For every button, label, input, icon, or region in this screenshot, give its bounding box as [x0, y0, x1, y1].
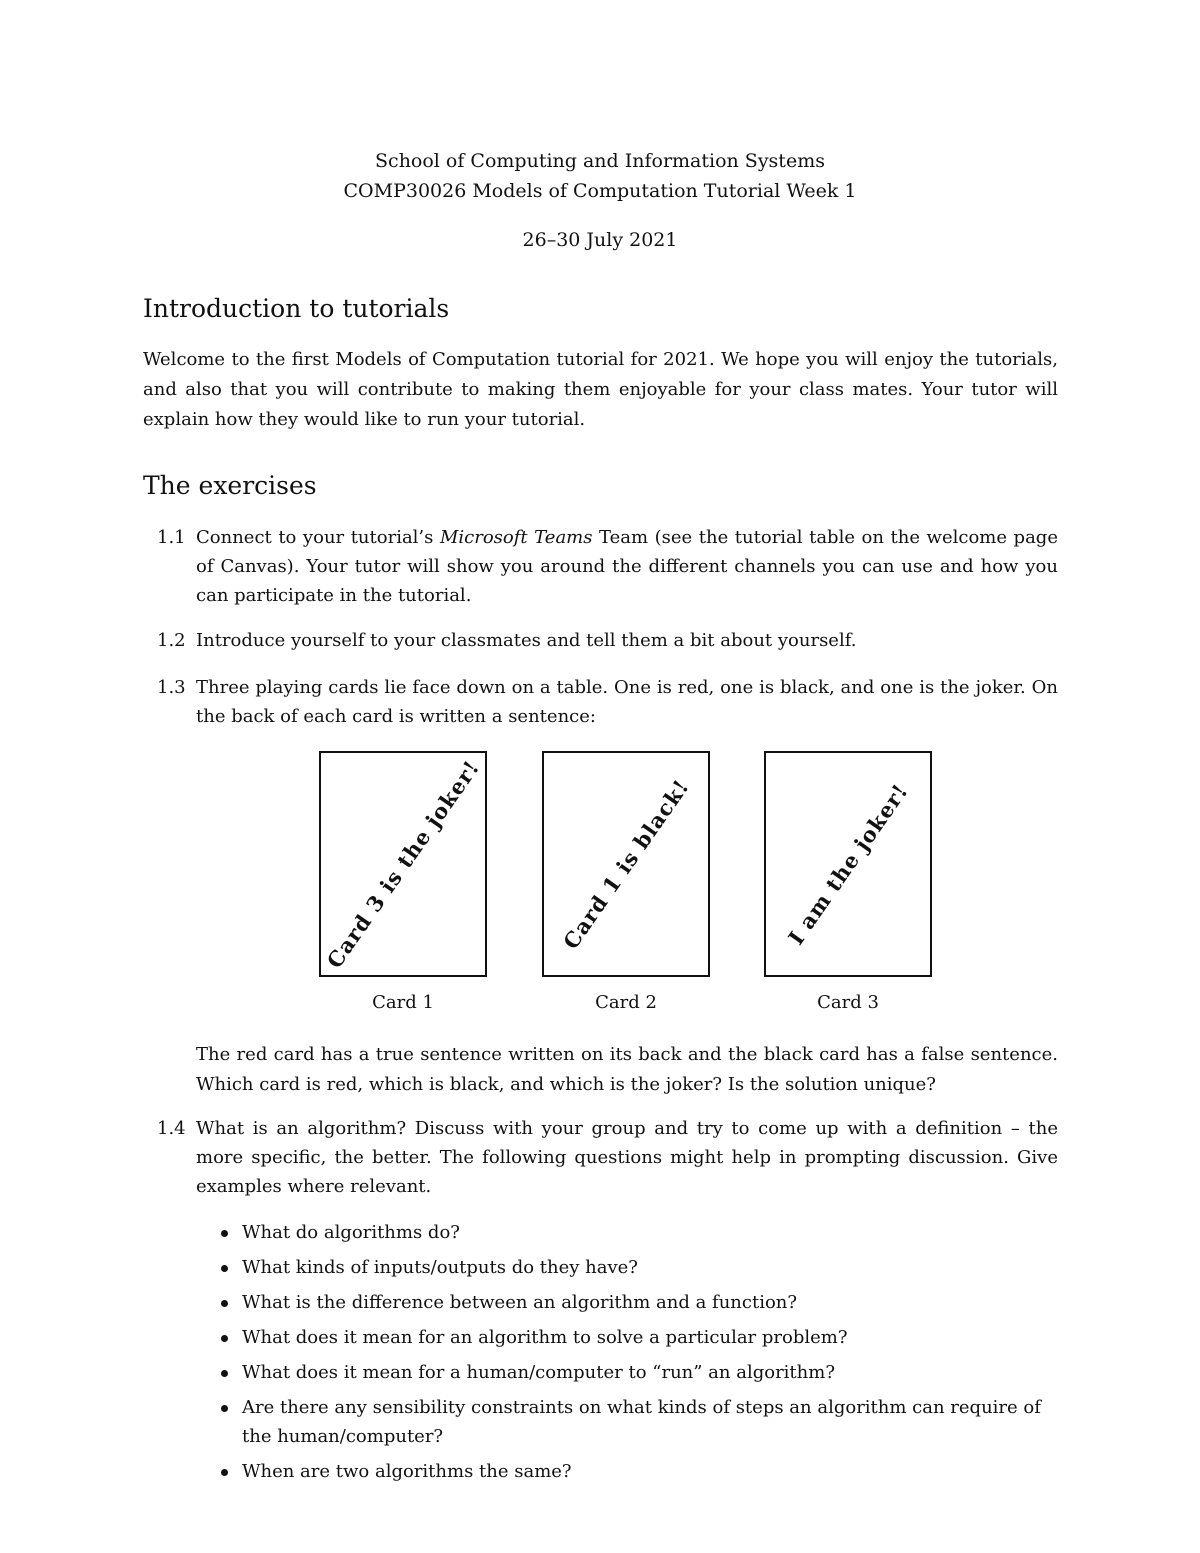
bullet-icon — [221, 1370, 228, 1377]
exercise-1-1 — [143, 523, 1058, 610]
list-item — [218, 1218, 1060, 1247]
question-text: What does it mean for a human/computer to “run” an algorithm? — [242, 1362, 835, 1383]
question-text: What kinds of inputs/outputs do they have? — [242, 1257, 638, 1278]
exercise-1-2 — [143, 626, 1058, 655]
exercise-text-part: Team (see the tutorial table on the welcome page of Canvas). Your tutor will show you around the different channels you can use and how you can participate in the tutorial. — [196, 527, 1058, 606]
exercises-heading: The exercises — [143, 471, 317, 500]
exercise-text: What is an algorithm? Discuss with your group and try to come up with a definition – the more specific, the better. The following questions might help in prompting discussion. Give examples where relevant. — [196, 1118, 1058, 1197]
list-item — [218, 1323, 1060, 1352]
card-puzzle-question: The red card has a true sentence written on its back and the black card has a false sentence. Which card is red, which is black, and which is the joker? Is the solution unique? — [196, 1044, 1058, 1095]
course-title: COMP30026 Models of Computation Tutorial Week 1 — [343, 180, 857, 202]
list-item — [218, 1288, 1060, 1317]
exercise-1-3 — [143, 673, 1058, 731]
exercise-number: 1.4 — [157, 1118, 186, 1139]
question-text: What does it mean for an algorithm to solve a particular problem? — [242, 1327, 848, 1348]
question-text: Are there any sensibility constraints on what kinds of steps an algorithm can require of the human/computer? — [242, 1397, 1041, 1447]
exercise-text — [196, 523, 1058, 610]
card-sentence: Card 3 is the joker! — [321, 755, 485, 973]
card-sentence: I am the joker! — [783, 778, 913, 950]
card-label: Card 1 — [372, 992, 434, 1013]
intro-paragraph: Welcome to the first Models of Computation tutorial for 2021. We hope you will enjoy the tutorials, and also that you will contribute to making them enjoyable for your class mates. Your tutor will explain how they would like to run your tutorial. — [143, 349, 1058, 430]
question-text: What do algorithms do? — [242, 1222, 460, 1243]
exercise-emphasis: Microsoft Teams — [439, 527, 593, 548]
bullet-icon — [221, 1469, 228, 1476]
exercise-text: Three playing cards lie face down on a table. One is red, one is black, and one is the joker. On the back of each card is written a sentence: — [196, 677, 1058, 727]
card-label: Card 3 — [817, 992, 879, 1013]
exercise-1-4 — [143, 1114, 1058, 1201]
tutorial-date: 26–30 July 2021 — [522, 229, 678, 251]
card-label: Card 2 — [595, 992, 657, 1013]
bullet-icon — [221, 1335, 228, 1342]
bullet-icon — [221, 1230, 228, 1237]
list-item — [218, 1253, 1060, 1282]
exercise-number: 1.3 — [157, 677, 186, 698]
exercise-number: 1.1 — [157, 527, 186, 548]
list-item — [218, 1358, 1060, 1387]
list-item — [218, 1393, 1060, 1451]
list-item — [218, 1457, 1060, 1486]
intro-heading: Introduction to tutorials — [143, 294, 450, 323]
question-text: What is the difference between an algorithm and a function? — [242, 1292, 798, 1313]
exercise-text-part: Connect to your tutorial’s — [196, 527, 440, 548]
card-sentence: Card 1 is black! — [558, 774, 694, 954]
question-text: When are two algorithms the same? — [242, 1461, 572, 1482]
school-name: School of Computing and Information Systems — [375, 150, 825, 172]
bullet-icon — [221, 1405, 228, 1412]
bullet-icon — [221, 1265, 228, 1272]
exercise-number: 1.2 — [157, 630, 186, 651]
playing-card-3 — [764, 751, 932, 977]
playing-card-1 — [319, 751, 487, 977]
bullet-icon — [221, 1300, 228, 1307]
exercise-text: Introduce yourself to your classmates and tell them a bit about yourself. — [196, 630, 857, 651]
playing-card-2 — [542, 751, 710, 977]
discussion-questions — [218, 1218, 1060, 1492]
